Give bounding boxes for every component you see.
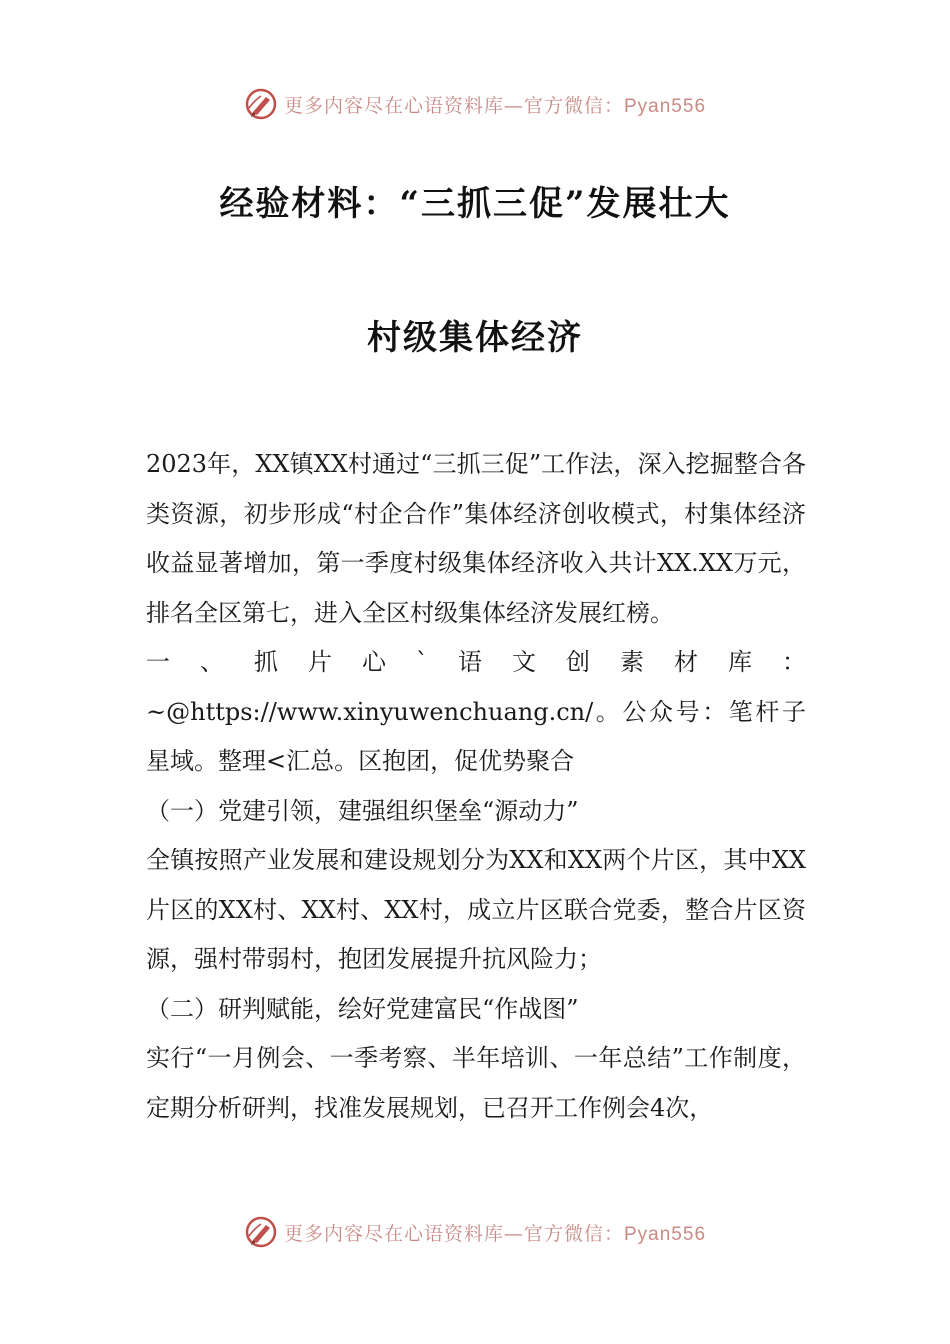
watermark-footer [0, 1212, 950, 1252]
paragraph-intro: 2023年，XX镇XX村通过“三抓三促”工作法，深入挖掘整合各类资源，初步形成“村企合作”集体经济创收模式，村集体经济收益显著增加，第一季度村级集体经济收入共计XX.XX万元，排名全区第七，进入全区村级集体经济发展红榜。 [146, 450, 806, 627]
watermark-header [0, 84, 950, 124]
document-body [146, 440, 806, 1133]
pen-logo-icon [244, 87, 278, 121]
document-title-line-2: 村级集体经济 [367, 318, 583, 358]
paragraph-subsection-two: 实行“一月例会、一季考察、半年培训、一年总结”工作制度，定期分析研判，找准发展规划，已召开工作例会4次， [146, 1044, 806, 1122]
watermark-text: 更多内容尽在心语资料库—官方微信：Pyan556 [283, 1222, 707, 1245]
paragraph-subsection-one: 全镇按照产业发展和建设规划分为XX和XX两个片区，其中XX片区的XX村、XX村、XX村，成立片区联合党委，整合片区资源，强村带弱村，抱团发展提升抗风险力； [146, 846, 806, 973]
subheading-two: （二）研判赋能，绘好党建富民“作战图” [146, 994, 579, 1023]
document-title-line-1: 经验材料：“三抓三促”发展壮大 [219, 184, 731, 224]
subheading-one: （一）党建引领，建强组织堡垒“源动力” [146, 796, 579, 825]
paragraph-section-one: 一、抓片心`语文创素材库：~@https://www.xinyuwenchuang.cn/。公众号：笔杆子星域。整理<汇总。区抱团，促优势聚合 [146, 648, 806, 775]
watermark-text: 更多内容尽在心语资料库—官方微信：Pyan556 [283, 94, 707, 117]
pen-logo-icon [244, 1215, 278, 1249]
